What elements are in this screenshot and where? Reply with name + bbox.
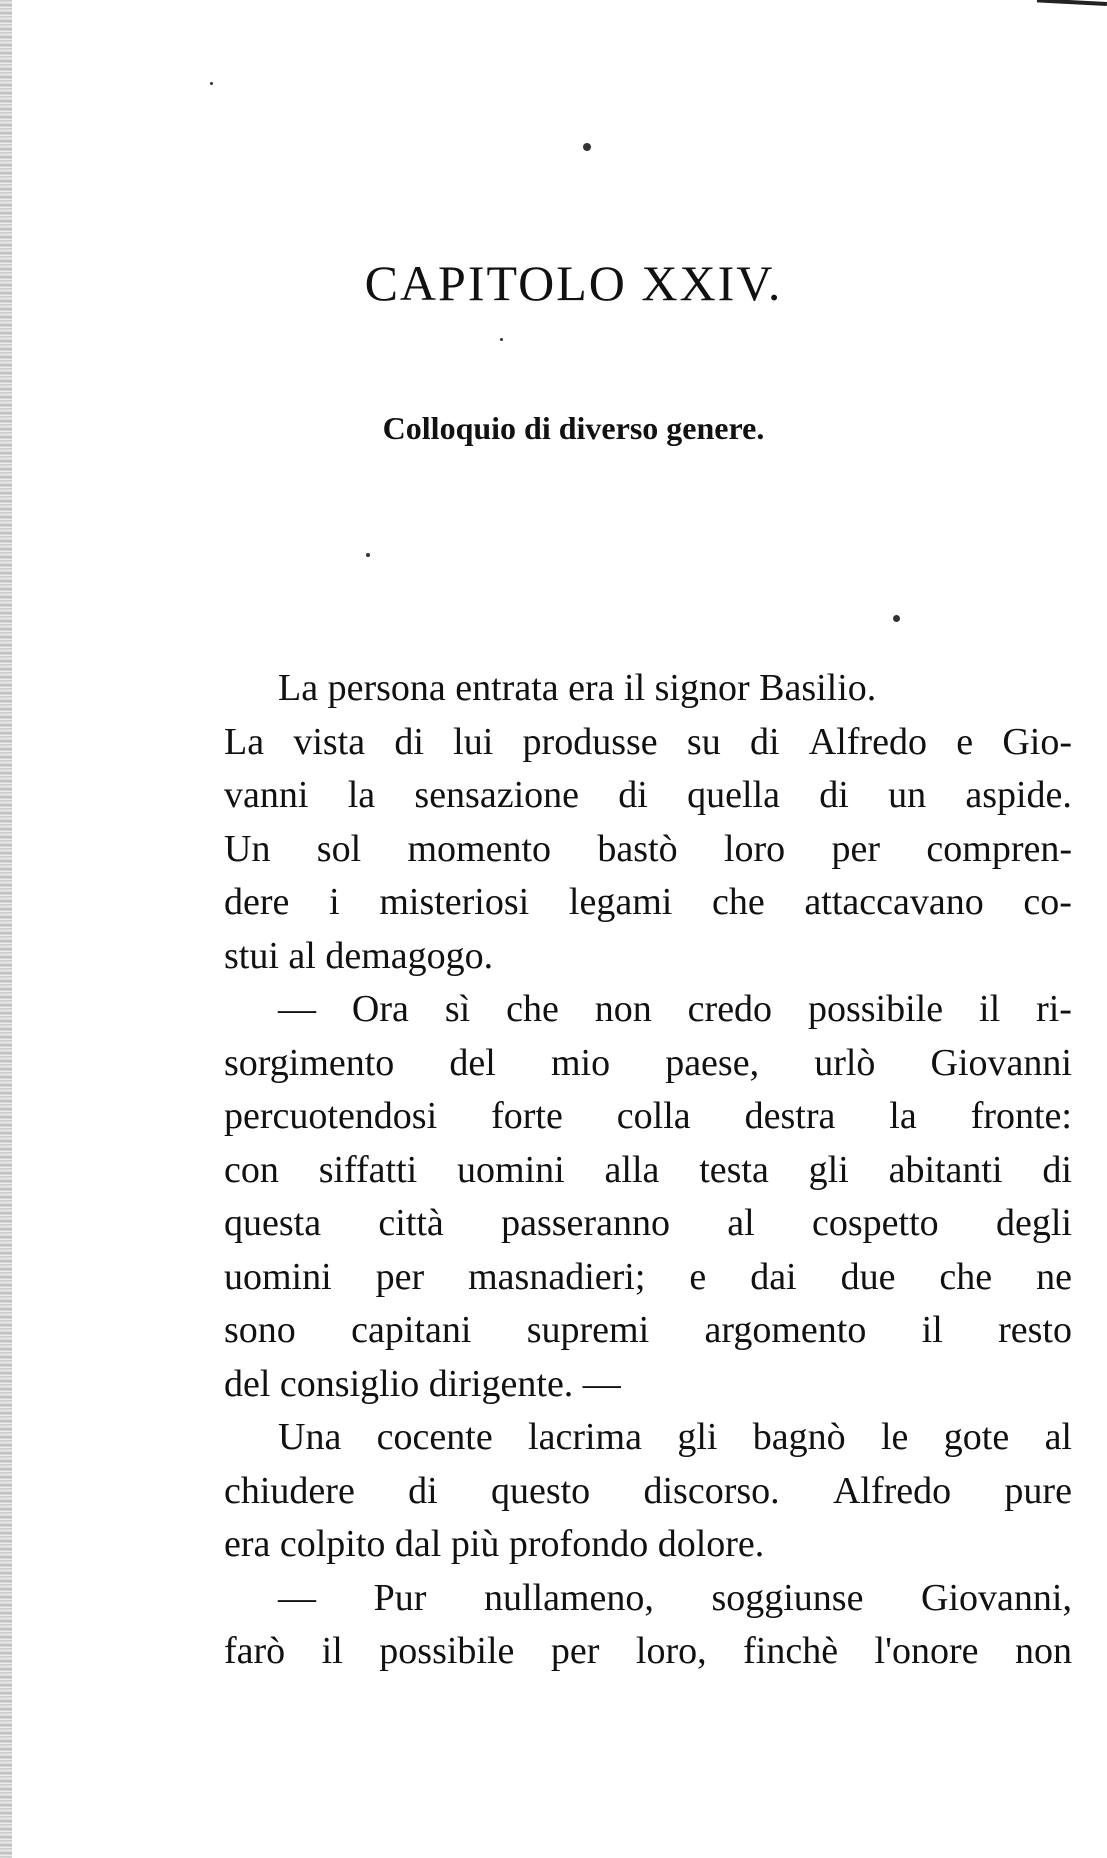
word: finchè: [743, 1630, 839, 1672]
word: al: [727, 1202, 755, 1244]
word: compren-: [926, 827, 1072, 870]
word: siffatti: [318, 1148, 418, 1191]
word: Pur: [373, 1576, 427, 1619]
text-line: [224, 823, 1072, 877]
word: dai: [750, 1255, 797, 1298]
text-line: [224, 1625, 1072, 1679]
word: Una: [278, 1416, 342, 1458]
word: bastò: [597, 827, 678, 870]
word: —: [278, 988, 316, 1030]
word: produsse: [522, 720, 658, 763]
word: bagnò: [752, 1416, 846, 1458]
word: che: [939, 1255, 993, 1298]
word: del: [449, 1041, 496, 1084]
word: aspide.: [965, 774, 1072, 816]
word: supremi: [526, 1309, 650, 1351]
word: cospetto: [812, 1202, 939, 1244]
word: Alfredo: [832, 1469, 952, 1512]
word: il: [979, 988, 1001, 1030]
word: per: [831, 827, 881, 870]
word: farò: [224, 1630, 286, 1672]
word: uomini: [457, 1148, 565, 1191]
word: l'onore: [874, 1630, 979, 1672]
word: Ora: [351, 988, 409, 1030]
word: dere: [224, 881, 290, 923]
word: sensazione: [414, 774, 580, 816]
text-line: era colpito dal più profondo dolore.: [224, 1523, 765, 1565]
chapter-subtitle: Colloquio di diverso genere.: [382, 410, 765, 446]
word: sorgimento: [224, 1041, 395, 1084]
word: vista: [293, 720, 366, 763]
page-corner-mark: [1037, 0, 1107, 6]
word: —: [278, 1576, 316, 1619]
text-line: [224, 983, 1072, 1037]
text-line: [224, 1144, 1072, 1198]
text-line: [224, 1037, 1072, 1091]
word: e: [956, 720, 974, 763]
word: capitani: [351, 1309, 472, 1351]
word: di: [394, 720, 424, 763]
word: fronte:: [970, 1095, 1072, 1137]
word: mio: [550, 1041, 611, 1084]
word: sì: [444, 988, 471, 1030]
text-line: del consiglio dirigente. —: [224, 1362, 621, 1405]
word: Giovanni,: [921, 1576, 1072, 1619]
word: lui: [453, 720, 494, 763]
word: di: [408, 1469, 438, 1512]
word: testa: [699, 1148, 769, 1191]
body-text: [224, 662, 1072, 1679]
word: sol: [316, 827, 362, 870]
word: resto: [998, 1309, 1072, 1351]
text-line: [224, 1197, 1072, 1251]
word: degli: [995, 1202, 1072, 1244]
text-line: [224, 769, 1072, 823]
word: gli: [677, 1416, 718, 1458]
word: misteriosi: [379, 881, 530, 923]
word: alla: [604, 1148, 660, 1191]
word: paese,: [665, 1041, 760, 1084]
print-speck: [500, 338, 503, 341]
word: percuotendosi: [224, 1095, 438, 1137]
word: due: [840, 1255, 896, 1298]
word: la: [347, 774, 376, 816]
word: di: [819, 774, 849, 816]
word: abitanti: [888, 1148, 1003, 1191]
word: nullameno,: [483, 1576, 654, 1619]
word: per: [375, 1255, 425, 1298]
word: lacrima: [528, 1416, 642, 1458]
word: attaccavano: [804, 881, 984, 923]
word: argomento: [704, 1309, 867, 1351]
word: questo: [490, 1469, 591, 1512]
print-speck: [210, 82, 213, 85]
word: uomini: [224, 1255, 332, 1298]
text-line: [224, 1304, 1072, 1358]
word: questa: [224, 1202, 322, 1244]
text-line: [224, 1090, 1072, 1144]
word: che: [506, 988, 559, 1030]
word: non: [1014, 1630, 1072, 1672]
word: e: [689, 1255, 707, 1298]
word: un: [888, 774, 927, 816]
word: La: [224, 720, 265, 763]
word: gote: [943, 1416, 1010, 1458]
word: cocente: [376, 1416, 493, 1458]
text-line: [224, 876, 1072, 930]
text-line: [224, 1465, 1072, 1519]
word: di: [1042, 1148, 1072, 1191]
print-speck: [893, 615, 900, 622]
word: con: [224, 1148, 279, 1191]
word: soggiunse: [711, 1576, 864, 1619]
word: per: [550, 1630, 600, 1672]
word: destra: [744, 1095, 836, 1137]
word: quella: [687, 774, 780, 816]
text-line: [224, 1572, 1072, 1626]
word: la: [889, 1095, 917, 1137]
word: le: [881, 1416, 909, 1458]
word: chiudere: [224, 1469, 355, 1512]
word: passeranno: [501, 1202, 670, 1244]
word: gli: [808, 1148, 849, 1191]
word: città: [378, 1202, 444, 1244]
word: ne: [1036, 1255, 1072, 1298]
word: vanni: [224, 774, 309, 816]
word: possibile: [379, 1630, 515, 1672]
word: co-: [1023, 881, 1072, 923]
print-speck: [583, 143, 591, 151]
word: Gio-: [1002, 720, 1072, 763]
text-line: stui al demagogo.: [224, 934, 494, 977]
word: loro,: [635, 1630, 707, 1672]
word: pure: [1004, 1469, 1072, 1512]
word: Giovanni: [930, 1041, 1072, 1084]
print-speck: [366, 553, 370, 557]
word: i: [329, 881, 340, 923]
text-line: [224, 1411, 1072, 1465]
word: momento: [407, 827, 552, 870]
word: su: [686, 720, 721, 763]
word: legami: [568, 881, 673, 923]
text-line: [224, 1251, 1072, 1305]
word: possibile: [807, 988, 944, 1030]
text-line: La persona entrata era il signor Basilio.: [278, 667, 877, 709]
word: credo: [687, 988, 773, 1030]
word: al: [1044, 1416, 1072, 1458]
word: Alfredo: [808, 720, 927, 763]
word: il: [921, 1309, 943, 1351]
chapter-title: CAPITOLO XXIV.: [364, 255, 783, 311]
word: forte: [491, 1095, 563, 1137]
word: di: [749, 720, 780, 763]
text-line: [224, 716, 1072, 770]
word: masnadieri;: [468, 1255, 646, 1298]
word: il: [321, 1630, 343, 1672]
word: non: [594, 988, 652, 1030]
word: ri-: [1036, 988, 1072, 1030]
word: discorso.: [643, 1469, 780, 1512]
word: urlò: [814, 1041, 876, 1084]
word: loro: [723, 827, 786, 870]
word: che: [712, 881, 765, 923]
word: colla: [616, 1095, 691, 1137]
word: sono: [224, 1309, 296, 1351]
word: di: [618, 774, 648, 816]
word: Un: [224, 827, 271, 870]
